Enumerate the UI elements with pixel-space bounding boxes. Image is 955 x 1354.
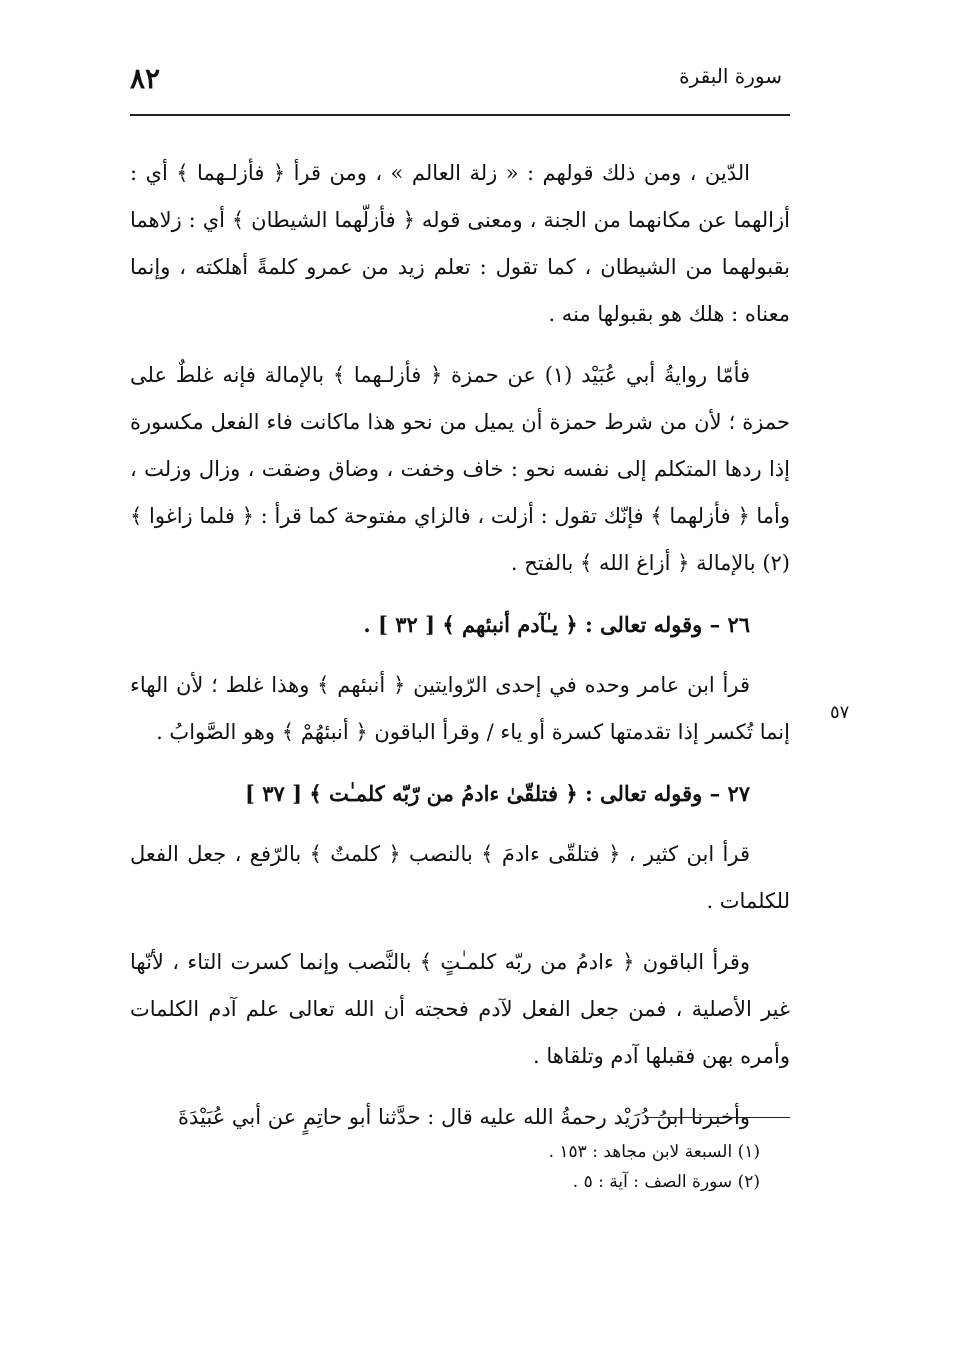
manuscript-margin-number: ٥٧ [830, 702, 850, 723]
paragraph-27b: وقرأ الباقون ﴿ ءادمُ من ربّه كلمـٰتٍ ﴾ بالنَّصب وإنما كسرت التاء ، لأنّها غير الأصلية ، فمن جعل الفعل لآدم فحجته أن الله تعالى علم آدم الكلمات وأمره بهن فقبلها آدم وتلقاها . [130, 950, 790, 1068]
footnote-divider [645, 1117, 790, 1118]
section-heading-26: ٢٦ – وقوله تعالى : ﴿ يـٰآدم أنبئهم ﴾ [ ٣٢ ] . [363, 612, 750, 637]
surah-title: سورة البقرة [679, 64, 782, 88]
header-divider [130, 114, 790, 116]
paragraph-26: قرأ ابن عامر وحده في إحدى الرّوايتين ﴿ أنبئهم ﴾ وهذا غلط ؛ لأن الهاء إنما تُكسر إذا تقدمتها كسرة أو ياء / وقرأ الباقون ﴿ أنبئهُمْ ﴾ وهو الصَّوابُ . [130, 673, 790, 744]
paragraph-2: فأمّا روايةُ أبي عُبَيْد (١) عن حمزة ﴿ فأزلـهما ﴾ بالإمالة فإنه غلطٌ على حمزة ؛ لأن من شرط حمزة أن يميل من نحو هذا ماكانت فاء الفعل مكسورة إذا ردها المتكلم إلى نفسه نحو : خاف وخفت ، وضاق وضقت ، وزال وزلت ، وأما ﴿ فأزلهما ﴾ فإنّك تقول : أزلت ، فالزاي مفتوحة كما قرأ : ﴿ فلما زاغوا ﴾ (٢) بالإمالة ﴿ أزاغ الله ﴾ بالفتح . [130, 363, 790, 575]
main-text [130, 150, 790, 1155]
footnotes [430, 1137, 760, 1197]
paragraph-1: الدّين ، ومن ذلك قولهم : « زلة العالم » ، ومن قرأ ﴿ فأزلـهما ﴾ أي : أزالهما عن مكانهما من الجنة ، ومعنى قوله ﴿ فأزلّهما الشيطان ﴾ أي : زلاهما بقبولهما من الشيطان ، كما تقول : تعلم زيد من عمرو كلمةً أهلكته ، وإنما معناه : هلك هو بقبولها منه . [130, 161, 790, 326]
paragraph-27c: وأخبرنا ابنُ دُرَيْد رحمةُ الله عليه قال : حدَّثنا أبو حاتِمٍ عن أبي عُبَيْدَةَ [178, 1105, 750, 1129]
paragraph-27a: قرأ ابن كثير ، ﴿ فتلقّى ءادمَ ﴾ بالنصب ﴿ كلمتٌ ﴾ بالرّفع ، جعل الفعل للكلمات . [130, 842, 790, 913]
page-header [130, 62, 790, 95]
section-heading-27: ٢٧ – وقوله تعالى : ﴿ فتلقّىٰ ءادمُ من رّبّه كلمـٰت ﴾ [ ٣٧ ] [244, 781, 750, 806]
footnote-2: (٢) سورة الصف : آية : ٥ . [572, 1172, 760, 1192]
page-number: ٨٢ [130, 62, 161, 95]
footnote-1: (١) السبعة لابن مجاهد : ١٥٣ . [548, 1142, 760, 1162]
